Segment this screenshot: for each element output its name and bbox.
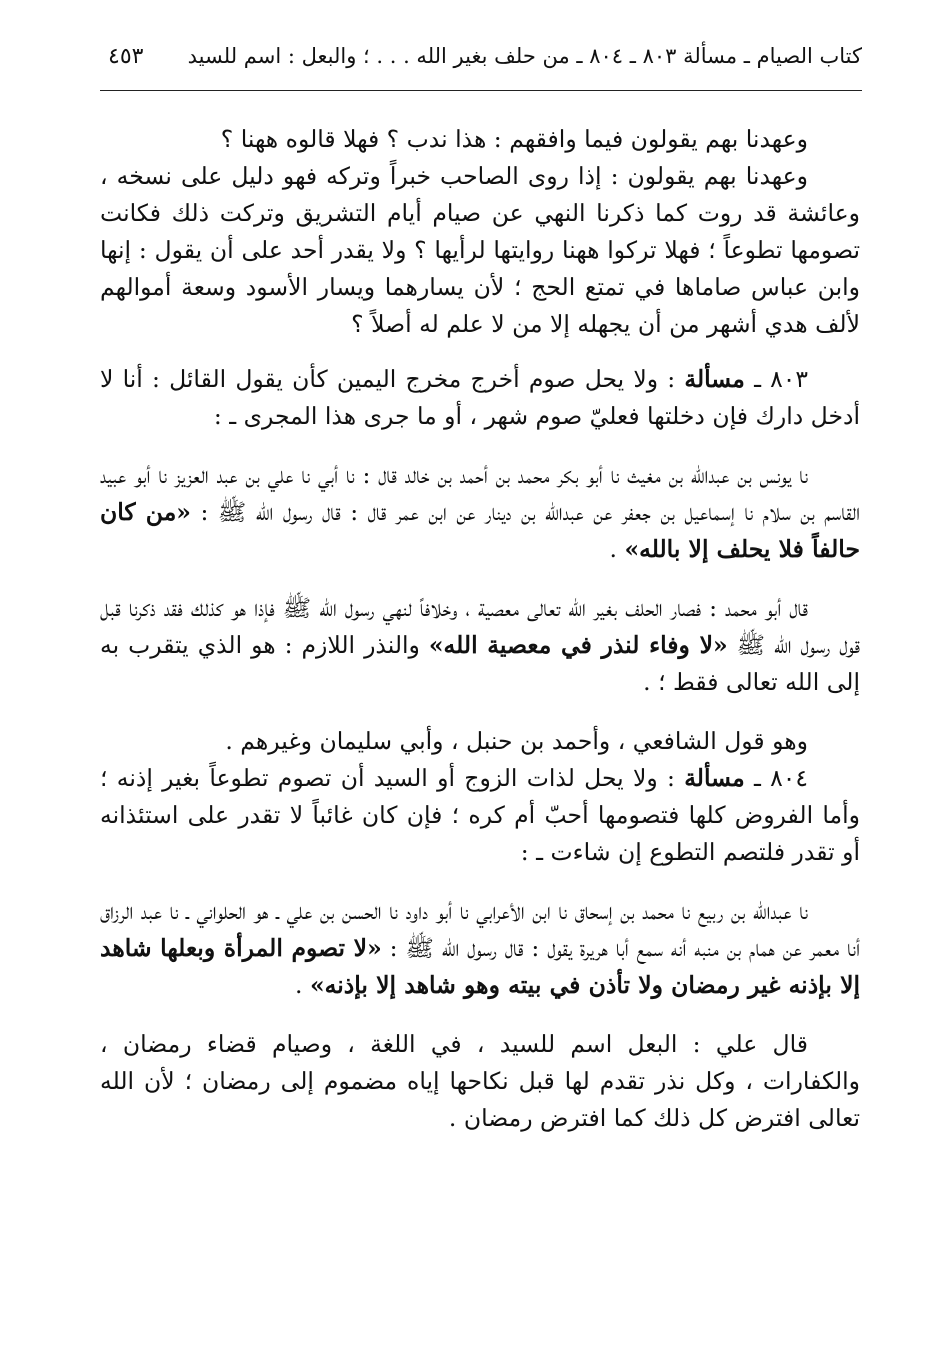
abu-muhammad-text-b: والنذر اللازم : هو الذي يتقرب به إلى الله تعالى فقط ؛ . <box>100 631 860 696</box>
isnad-1-text: نا يونس بن عبدالله بن مغيث نا أبو بكر محمد بن أحمد بن خالد قال : نا أبي نا علي بن عبد العزيز نا أبو عبيد القاسم بن سلام نا إسماعيل بن جعفر عن عبدالله بن دينار عن ابن عمر قال : قال رسول الله ﷺ : <box>100 461 860 526</box>
masala-804-number: ٨٠٤ ـ <box>753 764 808 792</box>
book-page <box>100 44 860 1137</box>
isnad-paragraph-1 <box>100 457 860 568</box>
ali-paragraph: قال علي : البعل اسم للسيد ، في اللغة ، وصيام قضاء رمضان ، والكفارات ، وكل نذر تقدم لها قبل نكاحها إياه مضموم إلى رمضان ؛ لأن الله تعالى افترض كل ذلك كما افترض رمضان . <box>100 1030 860 1132</box>
masala-803-number: ٨٠٣ ـ <box>754 365 808 393</box>
paragraph-2: وعهدنا بهم يقولون : إذا روى الصاحب خبراً وتركه فهو دليل على نسخه ، وعائشة قد روت كما ذكرنا النهي عن صيام أيام التشريق وتركت ذلك فكانت تصومها تطوعاً ؛ فهلا تركوا ههنا روايتها لرأيها ؟ ولا يقدر أحد على أن يقول : إنها وابن عباس صاماها في تمتع الحج ؛ لأن يسارهما ويسار الأسود وسعة أموالهم لألف هدي أشهر من أن يجهله إلا من لا علم له أصلاً ؟ <box>100 162 860 338</box>
masala-803 <box>100 361 860 435</box>
abu-muhammad-paragraph <box>100 590 860 701</box>
page-number: ٤٥٣ <box>108 44 144 69</box>
hadith-2: «لا وفاء لنذر في معصية الله» <box>428 631 728 659</box>
isnad-2-end: . <box>295 971 310 999</box>
shafii-paragraph: وهو قول الشافعي ، وأحمد بن حنبل ، وأبي سليمان وغيرهم . <box>225 727 808 755</box>
masala-804-label: مسألة <box>684 764 745 792</box>
isnad-1-end: . <box>609 535 625 563</box>
masala-804-text: : ولا يحل لذات الزوج أو السيد أن تصوم تطوعاً بغير إذنه ؛ وأما الفروض كلها فتصومها أحبّ أم كره ؛ فإن كان غائباً لا تقدر على استئذانه أو تقدر فلتصم التطوع إن شاءت ـ : <box>100 764 860 866</box>
masala-804 <box>100 760 860 871</box>
hadith-3: «لا تصوم المرأة وبعلها شاهد إلا بإذنه غير رمضان ولا تأذن في بيته وهو شاهد إلا بإذنه» <box>100 934 860 999</box>
abu-muhammad-text-a: قال أبو محمد : فصار الحلف بغير الله تعالى معصية ، وخلافاً لنهي رسول الله ﷺ فإذا هو كذلك فقد ذكرنا قبل قول رسول الله ﷺ <box>100 594 860 659</box>
paragraph-1: وعهدنا بهم يقولون فيما وافقهم : هذا ندب ؟ فهلا قالوه ههنا ؟ <box>220 125 808 153</box>
running-header <box>100 44 862 91</box>
isnad-2-text: نا عبدالله بن ربيع نا محمد بن إسحاق نا ابن الأعرابي نا أبو داود نا الحسن بن علي ـ هو الحلواني ـ نا عبد الرزاق أنا معمر عن همام بن منبه أنه سمع أبا هريرة يقول : قال رسول الله ﷺ : <box>100 897 860 962</box>
masala-803-text: : ولا يحل صوم أخرج مخرج اليمين كأن يقول القائل : أنا لا أدخل دارك فإن دخلتها فعليّ صوم شهر ، أو ما جرى هذا المجرى ـ : <box>100 365 860 430</box>
header-title: كتاب الصيام ـ مسألة ٨٠٣ ـ ٨٠٤ ـ من حلف بغير الله . . . ؛ والبعل : اسم للسيد <box>187 44 862 68</box>
hadith-1: «من كان حالفاً فلا يحلف إلا بالله» <box>100 498 860 563</box>
masala-803-label: مسألة <box>684 365 745 393</box>
isnad-paragraph-2 <box>100 893 860 1004</box>
